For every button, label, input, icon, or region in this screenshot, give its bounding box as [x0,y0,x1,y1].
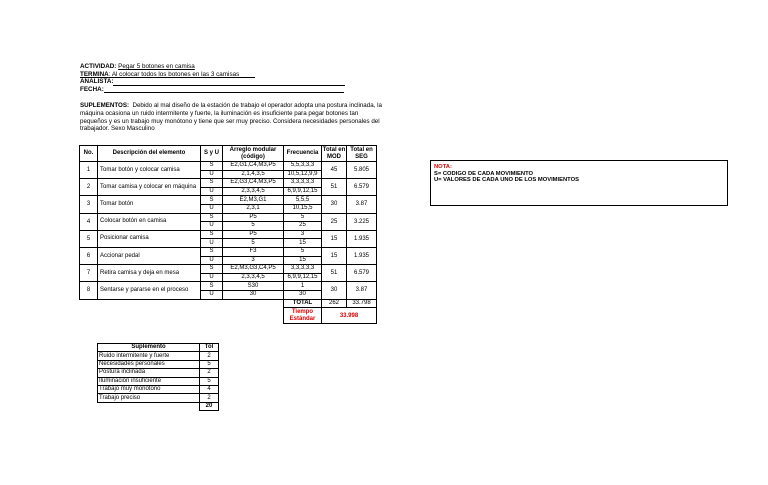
row-mod: 51 [322,179,347,196]
actividad-label: ACTIVIDAD: [80,63,117,70]
sup-name: Postura inclinada [98,369,200,377]
row-u-label: U [201,256,223,265]
row-no: 5 [80,230,98,247]
sup-name: Trabajo muy monótono [98,385,200,393]
nota-label: NOTA: [434,164,452,170]
row-seg: 6.579 [347,265,377,282]
sup-val: 5 [200,377,219,385]
sup-name: Necesidades personales [98,360,200,368]
row-desc: Tomar botón y colocar camisa [98,162,201,179]
row-u-frecuencia: 10,15,5 [284,204,322,213]
actividad-line [80,63,195,71]
row-seg: 3.87 [347,196,377,213]
total-label: TOTAL [284,299,322,308]
termina-label: TERMINA [80,70,109,78]
analista-underline [113,79,345,86]
row-u-arreglo: 5 [223,239,284,248]
row-s-label: S [201,179,223,188]
row-s-frecuencia: 5,5,5 [284,196,322,205]
row-u-arreglo: 5 [223,222,284,231]
table-row [98,369,219,377]
row-mod: 25 [322,213,347,230]
row-desc: Posicionar camisa [98,230,201,247]
row-no: 8 [80,282,98,299]
row-mod: 15 [322,247,347,264]
analista-line [80,78,345,86]
row-mod: 45 [322,162,347,179]
sup-val: 5 [200,360,219,368]
row-u-label: U [201,204,223,213]
elements-table [79,145,377,324]
row-desc: Colocar botón en camisa [98,213,201,230]
table-row [98,377,219,385]
row-s-arreglo: P5 [223,230,284,239]
sup-val: 4 [200,385,219,393]
row-s-label: S [201,162,223,171]
sup-total-row [98,402,219,410]
row-seg: 1.935 [347,247,377,264]
fecha-label: FECHA: [80,85,104,93]
col-header-no: No. [80,146,98,162]
table-row [98,385,219,393]
col-header-descripcion: Descripción del elemento [98,146,201,162]
tiempo-estandar-value: 33.998 [322,308,377,324]
nota-line-s: S= CODIGO DE CADA MOVIMIENTO [434,170,534,177]
sup-name: Iluminación insuficiente [98,377,200,385]
col-header-total-seg: Total en SEG [347,146,377,162]
tiempo-estandar-row [80,308,377,324]
row-seg: 6.579 [347,179,377,196]
table-row [98,394,219,402]
table-row [80,247,377,256]
row-u-arreglo: 2,3,3,4,5 [223,273,284,282]
row-s-frecuencia: 3 [284,230,322,239]
row-seg: 3.225 [347,213,377,230]
row-s-frecuencia: 5 [284,247,322,256]
table-row [98,352,219,360]
sup-header-tol: Tol [200,344,219,352]
analista-label: ANALISTA: [80,78,114,85]
row-u-frecuencia: 10,5,12,9,9 [284,170,322,179]
row-u-arreglo: 3 [223,256,284,265]
row-s-arreglo: E2,G1,C4,M3,P5 [223,162,284,171]
row-no: 2 [80,179,98,196]
row-s-arreglo: E2,M3,G1 [223,196,284,205]
row-s-label: S [201,247,223,256]
sup-name: Trabajo preciso [98,394,200,402]
total-seg: 33.798 [347,299,377,308]
row-desc: Tomar botón [98,196,201,213]
suplementos-table [97,343,219,411]
table-row [80,213,377,222]
row-u-frecuencia: 6,9,9,12,15 [284,273,322,282]
sup-total: 20 [200,402,219,410]
table-row [80,265,377,274]
tiempo-estandar-label: Tiempo Estándar [284,308,322,324]
row-s-arreglo: E2,G3,C4,M3,P5 [223,179,284,188]
row-desc: Retira camisa y deja en mesa [98,265,201,282]
row-u-label: U [201,222,223,231]
row-u-arreglo: 2,3,3,4,5 [223,187,284,196]
row-desc: Accionar pedal [98,247,201,264]
row-s-arreglo: P5 [223,213,284,222]
table-header-row [80,146,377,162]
table-row [80,179,377,188]
row-mod: 30 [322,282,347,299]
col-header-arreglo: Arreglo modular (código) [223,146,284,162]
fecha-line [80,86,344,94]
row-u-arreglo: 30 [223,290,284,299]
nota-line-u: U= VALORES DE CADA UNO DE LOS MOVIMIENTOS [434,177,579,184]
row-s-frecuencia: 5 [284,213,322,222]
row-mod: 30 [322,196,347,213]
table-row [80,162,377,171]
row-s-arreglo: E2,M3,G3,C4,P5 [223,265,284,274]
row-s-label: S [201,282,223,291]
row-s-arreglo: F3 [223,247,284,256]
suplementos-text: Debido al mal diseño de la estación de trabajo el operador adopta una postura inclinada, la máquina ocasiona un ruido intermitente y fuerte, la iluminación es insuficiente para pegar botones tan pequeños y es un trabajo muy monótono y tiene que ser muy preciso. Considera necesidades personales del trabajador. Sexo Masculino [80,102,382,133]
row-s-frecuencia: 3,3,3,3,3 [284,265,322,274]
termina-line [80,71,255,79]
termina-underline [239,71,255,78]
table-row [98,360,219,368]
row-u-arreglo: 2,1,4,3,5 [223,170,284,179]
col-header-s-y-u: S y U [201,146,223,162]
actividad-value: Pegar 5 botones en camisa [118,63,195,70]
termina-value: : Al colocar todos los botones en las 3 camisas [108,70,240,78]
row-seg: 3.87 [347,282,377,299]
row-u-label: U [201,273,223,282]
row-no: 6 [80,247,98,264]
row-desc: Tomar camisa y colocar en máquina [98,179,201,196]
row-s-label: S [201,265,223,274]
suplementos-paragraph [80,102,385,133]
row-desc: Sentarse y pararse en el proceso [98,282,201,299]
sup-header-row [98,344,219,352]
col-header-frecuencia: Frecuencia [284,146,322,162]
total-mod: 262 [322,299,347,308]
row-s-label: S [201,196,223,205]
sup-val: 2 [200,352,219,360]
row-seg: 1.935 [347,230,377,247]
row-s-frecuencia: 3,3,3,3,3 [284,179,322,188]
elements-table-body [80,162,377,324]
sup-header-name: Suplemento [98,344,200,352]
row-no: 3 [80,196,98,213]
row-u-label: U [201,239,223,248]
total-row [80,299,377,308]
row-u-label: U [201,290,223,299]
col-header-total-mod: Total en MOD [322,147,346,160]
sup-val: 2 [200,394,219,402]
row-u-frecuencia: 30 [284,290,322,299]
row-u-arreglo: 2,3,1 [223,204,284,213]
row-u-label: U [201,170,223,179]
fecha-underline [104,86,344,93]
row-u-frecuencia: 15 [284,239,322,248]
row-u-frecuencia: 15 [284,256,322,265]
row-u-frecuencia: 25 [284,222,322,231]
row-u-frecuencia: 6,9,9,12,15 [284,187,322,196]
row-seg: 5.805 [347,162,377,179]
suplementos-label: SUPLEMENTOS: [80,102,130,109]
row-u-label: U [201,187,223,196]
table-row [80,196,377,205]
row-s-frecuencia: 1 [284,282,322,291]
row-s-label: S [201,213,223,222]
row-no: 4 [80,213,98,230]
table-row [80,282,377,291]
row-mod: 51 [322,265,347,282]
table-row [80,230,377,239]
row-s-frecuencia: 5,5,3,3,3 [284,162,322,171]
row-no: 1 [80,162,98,179]
nota-box [430,160,728,206]
sup-name: Ruido intermitente y fuerte [98,352,200,360]
row-s-arreglo: S30 [223,282,284,291]
row-mod: 15 [322,230,347,247]
sup-val: 2 [200,369,219,377]
row-no: 7 [80,265,98,282]
row-s-label: S [201,230,223,239]
